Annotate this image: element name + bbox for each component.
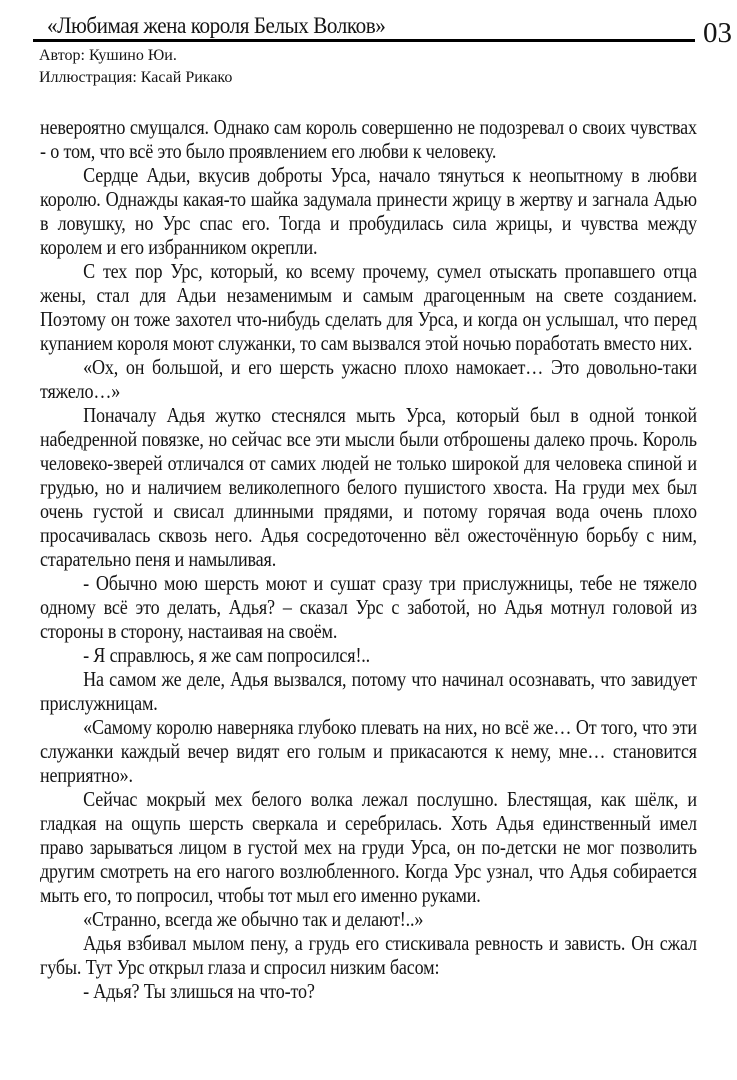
paragraph: Поначалу Адья жутко стеснялся мыть Урса, который был в одной тонкой набедренной повязке, но сейчас все эти мысли были отброшены далеко прочь. Король человеко-зверей отличался от самих людей не только широкой для человека спиной и грудью, но и наличием великолепного белого пушистого хвоста. На груди мех был очень густой и свисал длинными прядями, и потому горячая вода очень плохо просачивалась сквозь него. Адья сосредоточенно вёл ожесточённую борьбу с ним, старательно пеня и намыливая. bbox=[40, 403, 697, 572]
paragraph: невероятно смущался. Однако сам король совершенно не подозревал о своих чувствах - о том, что всё это было проявлением его любви к человеку. bbox=[40, 115, 697, 164]
paragraph: Адья взбивал мылом пену, а грудь его стискивала ревность и зависть. Он сжал губы. Тут Урс открыл глаза и спросил низким басом: bbox=[40, 931, 697, 980]
paragraph: На самом же деле, Адья вызвался, потому что начинал осознавать, что завидует прислужницам. bbox=[40, 667, 697, 716]
body-text bbox=[40, 115, 697, 1003]
paragraph: - Я справлюсь, я же сам попросился!.. bbox=[83, 643, 371, 668]
paragraph: «Странно, всегда же обычно так и делают!..» bbox=[83, 907, 424, 932]
page-title: «Любимая жена короля Белых Волков» bbox=[47, 13, 386, 38]
credits-block bbox=[0, 42, 737, 89]
paragraph: Сейчас мокрый мех белого волка лежал послушно. Блестящая, как шёлк, и гладкая на ощупь шерсть сверкала и серебрилась. Хоть Адья единственный имел право зарываться лицом в густой мех на груди Урса, он по-детски не мог позволить другим смотреть на его нагого возлюбленного. Когда Урс узнал, что Адья собирается мыть его, то попросил, чтобы тот мыл его именно руками. bbox=[40, 787, 697, 908]
title-row bbox=[0, 13, 737, 50]
paragraph: - Обычно мою шерсть моют и сушат сразу три прислужницы, тебе не тяжело одному всё это делать, Адья? – сказал Урс с заботой, но Адья мотнул головой из стороны в сторону, настаивая на своём. bbox=[40, 571, 697, 644]
paragraph: - Адья? Ты злишься на что-то? bbox=[83, 979, 315, 1004]
paragraph: «Самому королю наверняка глубоко плевать на них, но всё же… От того, что эти служанки каждый вечер видят его голым и прикасаются к нему, мне… становится неприятно». bbox=[40, 715, 697, 788]
header-rule bbox=[33, 13, 695, 42]
page-number: 03 bbox=[703, 17, 732, 50]
paragraph: «Ох, он большой, и его шерсть ужасно плохо намокает… Это довольно-таки тяжело…» bbox=[40, 355, 697, 404]
illustrator-line: Иллюстрация: Касай Рикако bbox=[39, 69, 233, 87]
page-body bbox=[40, 115, 697, 1003]
page-header bbox=[0, 13, 737, 89]
paragraph: Сердце Адьи, вкусив доброты Урса, начало тянуться к неопытному в любви королю. Однажды какая-то шайка задумала принести жрицу в жертву и загнала Адью в ловушку, но Урс спас его. Тогда и пробудилась сила жрицы, и чувства между королем и его избранником окрепли. bbox=[40, 163, 697, 260]
paragraph: С тех пор Урс, который, ко всему прочему, сумел отыскать пропавшего отца жены, стал для Адьи незаменимым и самым драгоценным на свете созданием. Поэтому он тоже захотел что-нибудь сделать для Урса, и когда он услышал, что перед купанием короля моют служанки, то сам вызвался этой ночью поработать вместо них. bbox=[40, 259, 697, 356]
author-line: Автор: Кушино Юи. bbox=[39, 47, 177, 65]
